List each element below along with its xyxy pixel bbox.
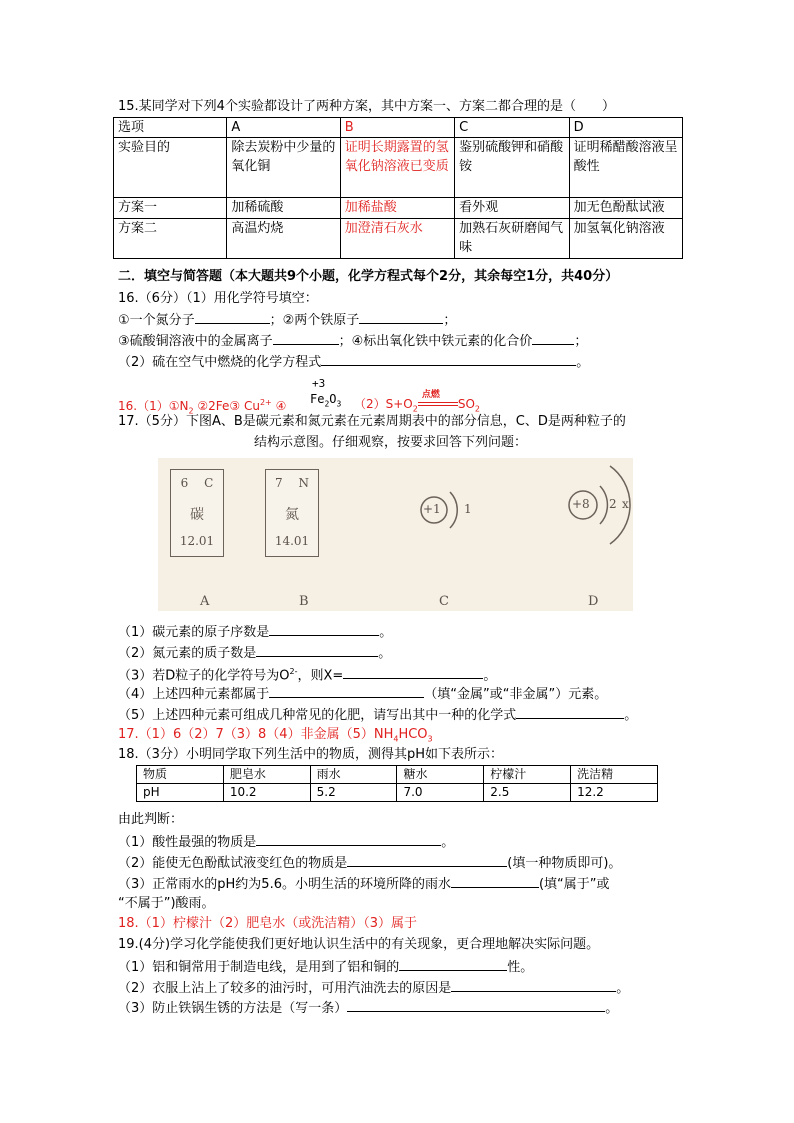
table-cell: 肥皂水: [223, 766, 310, 784]
atomic-mass: 12.01: [179, 534, 215, 548]
fe2o3-formula: [310, 392, 341, 408]
q16-prompt: ；②两个铁原子: [269, 313, 360, 328]
q15-table: [113, 117, 683, 259]
condition-text: 点燃: [421, 389, 440, 400]
table-cell: 雨水: [310, 766, 397, 784]
q19-q2: [118, 979, 629, 997]
prompt-text: （3）若D粒子的化学符号为O: [118, 668, 290, 684]
answer-blank[interactable]: [451, 875, 539, 888]
table-cell: 加无色酚酞试液: [569, 198, 682, 219]
q16-line1: [118, 311, 456, 329]
prompt-text: 。: [483, 668, 497, 684]
prompt-text: 。: [616, 981, 630, 996]
prompt-text: 。: [379, 625, 393, 640]
prompt-text: 。: [624, 708, 638, 723]
atomic-number: 7: [275, 476, 283, 490]
q17-q5: [118, 706, 637, 724]
table-row: [137, 766, 658, 784]
answer-blank[interactable]: [343, 666, 483, 679]
q16-head: 16.（6分）（1）用化学符号填空：: [118, 291, 318, 306]
table-cell: 看外观: [455, 198, 569, 219]
prompt-text: 2-: [289, 667, 298, 676]
particle-diagrams: [158, 458, 633, 611]
q19-q3: [118, 999, 618, 1017]
prompt-text: （2）氮元素的质子数是: [118, 646, 257, 661]
header-cell-highlight: B: [340, 118, 454, 138]
answer-text: 2: [188, 406, 194, 416]
table-cell: 柠檬汁: [484, 766, 571, 784]
prompt-text: (填一种物质即可)。: [507, 856, 622, 871]
q17-answer: [118, 727, 433, 748]
answer-text: 2+: [259, 398, 272, 407]
atomic-mass: 14.01: [274, 534, 310, 548]
prompt-text: ，则X=: [297, 668, 344, 684]
q16-prompt: 。: [576, 355, 590, 370]
prompt-text: 。: [605, 1001, 619, 1016]
answer-text: ②2Fe③ Cu: [193, 399, 260, 413]
answer-text: （2）S+O: [354, 397, 413, 411]
table-cell: 5.2: [310, 784, 397, 802]
table-cell-highlight: 证明长期露置的氢氧化钠溶液已变质: [340, 138, 454, 198]
q17-q2: [118, 644, 391, 662]
answer-blank[interactable]: [532, 332, 574, 345]
answer-text: 17.（1）6（2）7（3）8（4）非金属（5）NH: [118, 727, 394, 742]
answer-text: 3: [427, 734, 433, 744]
prompt-text: （1）铝和铜常用于制造电线，是用到了铝和铜的: [118, 960, 400, 975]
answer-blank[interactable]: [195, 311, 270, 324]
prompt-text: （3）正常雨水的pH约为5.6。小明生活的环境所降的雨水: [118, 877, 451, 892]
table-cell: 加氢氧化钠溶液: [569, 219, 682, 259]
formula-text: Fe: [310, 392, 325, 406]
figure-label: D: [588, 594, 599, 609]
answer-text: 2: [412, 404, 418, 414]
table-cell: 10.2: [223, 784, 310, 802]
q17-line1: 17.（5分）下图A、B是碳元素和氮元素在元素周期表中的部分信息，C、D是两种粒子的: [118, 414, 626, 429]
section-title: 二．填空与简答题（本大题共9个小题，化学方程式每个2分，其余每空1分，共40分）: [118, 269, 619, 284]
header-cell: C: [455, 118, 569, 138]
table-cell: 12.2: [571, 784, 658, 802]
shell-c: [450, 492, 457, 528]
table-row: [114, 138, 683, 198]
table-cell-highlight: 加稀盐酸: [340, 198, 454, 219]
prompt-text: （5）上述四种元素可组成几种常见的化肥，请写出其中一种的化学式: [118, 708, 517, 723]
shell-d1-electrons: 2: [609, 497, 617, 511]
element-symbol: C: [204, 476, 214, 490]
q18-q3-cont: “不属于”)酸雨。: [118, 896, 215, 911]
answer-blank[interactable]: [347, 999, 605, 1012]
q18-head: 18.（3分）小明同学取下列生活中的物质，测得其pH如下表所示：: [118, 747, 503, 762]
answer-text: SO: [457, 397, 475, 411]
table-cell: pH: [137, 784, 224, 802]
q18-judge: 由此判断：: [118, 812, 184, 827]
shell-c-electrons: 1: [464, 502, 472, 516]
prompt-text: （2）衣服上沾上了较多的油污时，可用汽油洗去的原因是: [118, 981, 452, 996]
reaction-condition: [418, 389, 458, 412]
answer-blank[interactable]: [256, 833, 441, 846]
table-cell: 7.0: [397, 784, 484, 802]
answer-text: HCO: [398, 727, 428, 742]
valence-mark: +3: [312, 377, 326, 390]
table-cell: 方案一: [114, 198, 227, 219]
q18-answer: 18.（1）柠檬汁（2）肥皂水（或洗洁精）（3）属于: [118, 916, 417, 931]
atomic-number: 6: [180, 476, 189, 490]
table-cell-highlight: 加澄清石灰水: [340, 219, 454, 259]
q16-prompt: ；④标出氧化铁中铁元素的化合价: [338, 334, 533, 349]
q17-q3: [118, 664, 496, 684]
q18-q1: [118, 833, 454, 851]
header-cell: D: [569, 118, 682, 138]
prompt-text: （填“金属”或“非金属”）元素。: [424, 687, 608, 702]
table-cell: 鉴别硫酸钾和硝酸铵: [455, 138, 569, 198]
table-cell: 实验目的: [114, 138, 227, 198]
prompt-text: （1）碳元素的原子序数是: [118, 625, 270, 640]
table-cell: 洗洁精: [571, 766, 658, 784]
answer-blank[interactable]: [269, 685, 424, 698]
answer-blank[interactable]: [451, 979, 616, 992]
table-row: [114, 219, 683, 259]
prompt-text: 。: [441, 835, 455, 850]
q16-prompt: （2）硫在空气中燃烧的化学方程式: [118, 355, 322, 370]
figure-label: C: [439, 594, 449, 609]
table-cell: 物质: [137, 766, 224, 784]
figure-label: A: [200, 594, 210, 609]
table-cell: 证明稀醋酸溶液呈酸性: [569, 138, 682, 198]
nucleus-d-charge: +8: [572, 497, 590, 511]
q16-line3: [118, 353, 589, 371]
formula-text: O: [329, 392, 337, 406]
answer-blank[interactable]: [516, 706, 624, 719]
q18-ph-table: [136, 765, 658, 802]
answer-blank[interactable]: [269, 623, 379, 636]
q16-line2: [118, 332, 587, 350]
formula-text: 2: [324, 399, 330, 409]
formula-text: 3: [336, 399, 342, 409]
q18-q2: [118, 854, 621, 872]
table-row: [114, 198, 683, 219]
figure-label: B: [299, 594, 309, 609]
prompt-text: 性。: [507, 960, 534, 975]
q16-prompt: ；: [443, 313, 457, 328]
q16-prompt: ；: [574, 334, 588, 349]
table-cell: 方案二: [114, 219, 227, 259]
q18-q3: [118, 875, 610, 893]
answer-text: ④: [271, 399, 287, 413]
prompt-text: 。: [378, 646, 392, 661]
q19-q1: [118, 958, 533, 976]
q16-prompt: ③硫酸铜溶液中的金属离子: [118, 334, 273, 349]
q17-line2: 结构示意图。仔细观察，按要求回答下列问题：: [254, 435, 528, 450]
table-cell: 高温灼烧: [227, 219, 340, 259]
answer-blank[interactable]: [347, 854, 507, 867]
answer-blank[interactable]: [321, 353, 576, 366]
prompt-text: （3）防止铁锅生锈的方法是（写一条）: [118, 1001, 348, 1016]
element-name: 氮: [285, 507, 299, 523]
prompt-text: (填“属于”或: [538, 877, 610, 892]
answer-text: 2: [474, 404, 481, 414]
answer-blank[interactable]: [256, 644, 378, 657]
prompt-text: （1）酸性最强的物质是: [118, 835, 257, 850]
element-symbol: N: [298, 476, 309, 490]
table-header-row: [114, 118, 683, 138]
shell-d2-electrons: x: [622, 497, 629, 511]
answer-text: 16.（1）①N: [118, 399, 189, 413]
element-name: 碳: [190, 507, 204, 523]
q16-prompt: ①一个氮分子: [118, 313, 195, 328]
header-cell: A: [227, 118, 340, 138]
equals-sign: [418, 402, 458, 406]
q17-q4: [118, 685, 607, 703]
q16-answer-eq: [354, 389, 481, 414]
answer-blank[interactable]: [399, 958, 507, 971]
table-cell: 加稀硫酸: [227, 198, 340, 219]
element-figure: [158, 458, 633, 611]
q17-q1: [118, 623, 392, 641]
shell-d-1: [600, 486, 607, 524]
q19-head: 19.(4分)学习化学能使我们更好地认识生活中的有关现象，更合理地解决实际问题。: [118, 937, 600, 952]
prompt-text: （4）上述四种元素都属于: [118, 687, 270, 702]
answer-text: 4: [393, 734, 399, 744]
table-row: [137, 784, 658, 802]
answer-blank[interactable]: [359, 311, 443, 324]
table-cell: 糖水: [397, 766, 484, 784]
nucleus-c-charge: +1: [423, 502, 441, 516]
table-cell: 除去炭粉中少量的氧化铜: [227, 138, 340, 198]
answer-blank[interactable]: [273, 332, 339, 345]
q15-stem: 15.某同学对下列4个实验都设计了两种方案，其中方案一、方案二都合理的是（ ）: [118, 99, 615, 114]
prompt-text: （2）能使无色酚酞试液变红色的物质是: [118, 856, 348, 871]
table-cell: 2.5: [484, 784, 571, 802]
header-cell: 选项: [114, 118, 227, 138]
table-cell: 加熟石灰研磨闻气味: [455, 219, 569, 259]
